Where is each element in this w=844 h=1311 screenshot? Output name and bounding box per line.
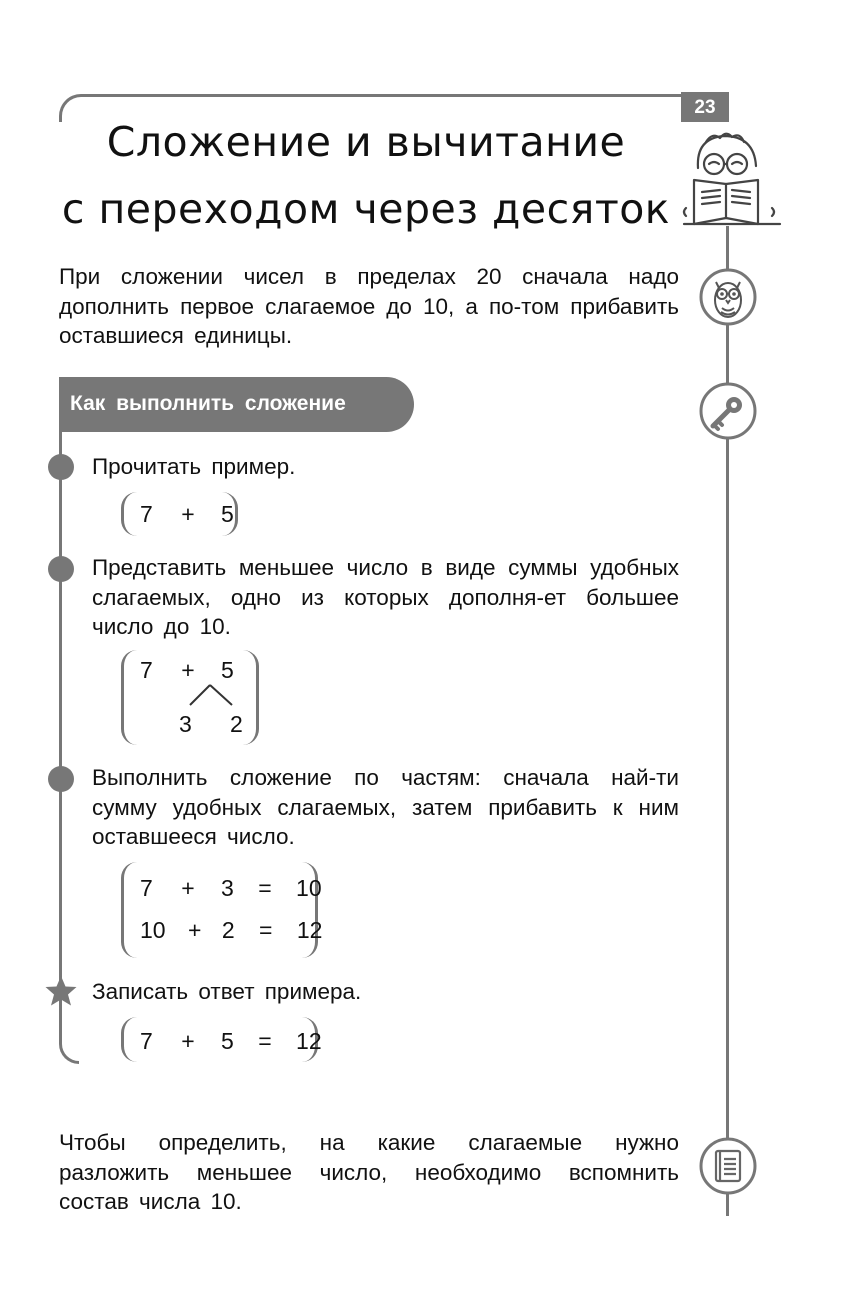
example-2-part1: 3 [179,711,192,737]
book-icon [697,1135,759,1197]
steps-guide-line [59,432,79,1064]
step-bullet [48,766,74,792]
intro-paragraph: При сложении чисел в пределах 20 сначала надо дополнить первое слагаемое до 10, а по-том прибавить оставшиеся единицы. [59,264,679,348]
example-3-line1: 7 + 3 = 10 [140,875,322,901]
example-2-part2: 2 [230,711,243,737]
step-4-text: Записать ответ примера. [92,979,362,1004]
side-rule [726,226,729,1216]
star-icon [44,974,78,1008]
example-1: 7 + 5 [140,501,234,527]
page-title-line1: Сложение и вычитание [106,118,626,166]
example-3-line2: 10 + 2 = 12 [140,917,323,943]
step-bullet [48,556,74,582]
step-1-text: Прочитать пример. [92,454,296,479]
decomposition-lines [180,683,240,709]
page-number: 23 [681,92,729,122]
page-title-line2: с переходом через десяток [61,185,671,233]
step-bullet [48,454,74,480]
owl-icon [697,266,759,328]
section-heading: Как выполнить сложение [70,392,346,415]
outro-paragraph: Чтобы определить, на какие слагаемые нужно разложить меньшее число, необходимо вспомнить состав числа 10. [59,1130,679,1214]
example-4: 7 + 5 = 12 [140,1028,322,1054]
example-2: 7 + 5 [140,657,234,683]
step-3-text: Выполнить сложение по частям: сначала най-ти сумму удобных слагаемых, затем прибавить к ним оставшееся число. [92,765,679,849]
step-2-text: Представить меньшее число в виде суммы удобных слагаемых, одно из которых дополня-ет большее число до 10. [92,555,679,639]
key-icon [697,380,759,442]
